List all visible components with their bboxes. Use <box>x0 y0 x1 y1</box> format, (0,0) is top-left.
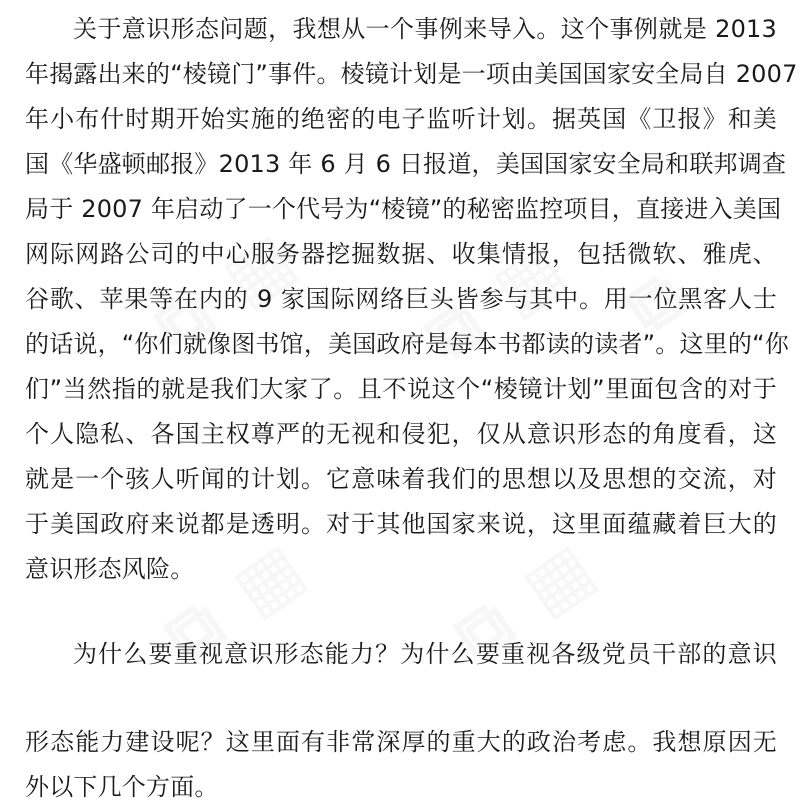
watermark-logo: ⧉ ▦ <box>439 523 612 679</box>
watermark-logo: ⧉ ▦ <box>149 523 322 679</box>
watermark-logo: ⧉ ▦ <box>139 213 312 369</box>
paragraph-line: 外以下几个方面。 <box>25 773 219 801</box>
paragraph-line: 的话说，“你们就像图书馆，美国政府是每本书都读的读者”。这里的“你 <box>25 330 789 358</box>
paragraph-line: 局于 2007 年启动了一个代号为“棱镜”的秘密监控项目，直接进入美国 <box>25 195 782 223</box>
paragraph-line: 国《华盛顿邮报》2013 年 6 月 6 日报道，美国国家安全局和联邦调查 <box>25 150 787 178</box>
paragraph-line: 网际网路公司的中心服务器挖掘数据、收集情报，包括微软、雅虎、 <box>25 240 777 268</box>
paragraph-line: 年小布什时期开始实施的绝密的电子监听计划。据英国《卫报》和美 <box>25 105 777 133</box>
paragraph-line: 们”当然指的就是我们大家了。且不说这个“棱镜计划”里面包含的对于 <box>25 375 777 403</box>
paragraph-line: 谷歌、苹果等在内的 9 家国际网络巨头皆参与其中。用一位黑客人士 <box>25 285 777 313</box>
watermark-logo: ⧉ <box>611 252 703 351</box>
paragraph-line: 就是一个骇人听闻的计划。它意味着我们的思想以及思想的交流，对 <box>25 465 777 493</box>
paragraph-line: 于美国政府来说都是透明。对于其他国家来说，这里面蕴藏着巨大的 <box>25 510 777 538</box>
paragraph-line: 意识形态风险。 <box>25 555 195 583</box>
paragraph-line: 关于意识形态问题，我想从一个事例来导入。这个事例就是 2013 <box>73 15 777 43</box>
watermark-logo: ⧉ ▦ <box>409 223 582 379</box>
paragraph-line: 形态能力建设呢？这里面有非常深厚的重大的政治考虑。我想原因无 <box>25 728 777 756</box>
paragraph-line: 年揭露出来的“棱镜门”事件。棱镜计划是一项由美国国家安全局自 2007 <box>25 60 798 88</box>
paragraph-line: 个人隐私、各国主权尊严的无视和侵犯，仅从意识形态的角度看，这 <box>25 420 777 448</box>
paragraph-line: 为什么要重视意识形态能力？为什么要重视各级党员干部的意识 <box>73 640 777 668</box>
